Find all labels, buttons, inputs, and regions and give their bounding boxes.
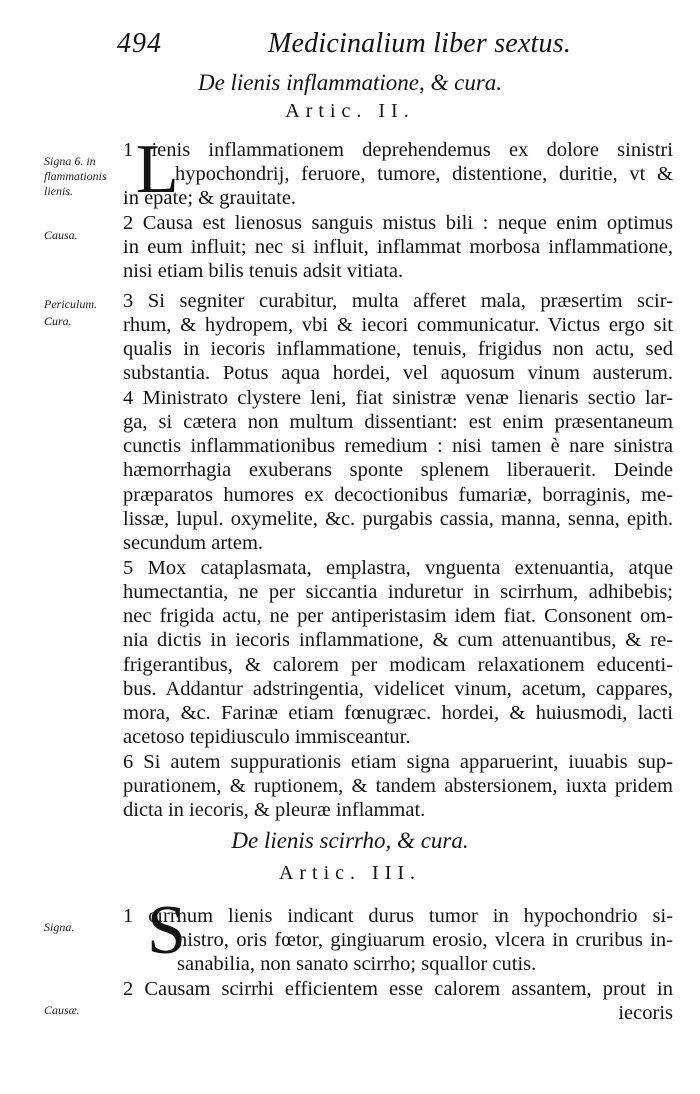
article-heading-iii: Artic. III. <box>278 862 422 884</box>
text-line: nistro, oris fœtor, gingiuarum erosio, vlcera in cruribus in- <box>177 929 673 951</box>
running-head: Medicinalium liber sextus. <box>268 28 572 59</box>
text-line: acetoso tepidiusculo immisceantur. <box>123 726 411 748</box>
text-line: 3 Si segniter curabitur, multa afferet mala, præsertim scir- <box>123 290 673 312</box>
text-line: mora, &c. Farinæ etiam fœnugræc. hordei, & huiusmodi, lacti <box>123 702 673 724</box>
text-line: nisi etiam bilis tenuis adsit vitiata. <box>123 260 404 282</box>
section-title-scirrhus: De lienis scirrho, & cura. <box>231 828 469 853</box>
page-number: 494 <box>117 28 162 59</box>
text-line: 2 Causam scirrhi efficientem esse calorem assantem, prout in <box>123 978 673 1000</box>
margin-note-signa-2: Signa. <box>44 920 75 934</box>
text-line: ga, si cætera non multum dissentiant: est enim præsentaneum <box>123 411 673 433</box>
text-line: hypochondrij, feruore, tumore, distentione, duritie, vt & <box>175 163 673 185</box>
margin-note-cura: Cura. <box>44 314 72 328</box>
text-line: 1 ienis inflammationem deprehendemus ex dolore sinistri <box>123 139 673 161</box>
text-line: nia dictis in iecoris inflammatione, & cum attenuantibus, & re- <box>123 629 673 651</box>
page-header <box>0 28 700 68</box>
text-line: cunctis inflammationibus remedium : nisi tamen è nare sinistra <box>123 435 673 457</box>
text-line: in epate; & grauitate. <box>123 187 297 209</box>
margin-note-signa: Signa 6. in flammationis lienis. <box>44 154 107 198</box>
text-line: lissæ, lupul. oxymelite, &c. purgabis cassia, manna, senna, epith. <box>123 508 673 530</box>
text-line: 5 Mox cataplasmata, emplastra, vnguenta extenuantia, atque <box>123 557 673 579</box>
text-line: substantia. Potus aqua hordei, vel aquosum vinum austerum. <box>123 362 673 384</box>
text-line: bus. Addantur adstringentia, videlicet vinum, acetum, cappares, <box>123 678 673 700</box>
text-line: nec frigida actu, ne per antiperistasim idem fiat. Consonent om- <box>123 605 673 627</box>
text-line: rhum, & hydropem, vbi & iecori communicatur. Victus ergo sit <box>123 314 673 336</box>
section-title-inflammation: De lienis inflammatione, & cura. <box>197 70 503 95</box>
text-line: præparatos humores ex decoctionibus fumariæ, borraginis, me- <box>123 484 673 506</box>
margin-note-causae: Causæ. <box>44 1003 80 1017</box>
catchword: iecoris <box>618 1002 673 1024</box>
text-line: purationem, & ruptionem, & tandem abstersionem, iuxta pridem <box>123 775 673 797</box>
text-line: dicta in iecoris, & pleuræ inflammat. <box>123 799 426 821</box>
text-line: in eum influit; nec si influit, inflammat morbosa inflammatione, <box>123 236 673 258</box>
text-line: frigerantibus, & calorem per modicam relaxationem educenti- <box>123 654 673 676</box>
text-line: 2 Causa est lienosus sanguis mistus bili : neque enim optimus <box>123 212 673 234</box>
margin-note-causa: Causa. <box>44 228 78 242</box>
text-line: qualis in iecoris inflammatione, tenuis, frigidus non actu, sed <box>123 338 673 360</box>
text-line: 1 cirrhum lienis indicant durus tumor in hypochondrio si- <box>123 905 673 927</box>
text-line: secundum artem. <box>123 532 264 554</box>
text-line: 4 Ministrato clystere leni, fiat sinistræ venæ lienaris sectio lar- <box>123 387 673 409</box>
text-line: humectantia, ne per siccantia induretur in scirrhum, adhibebis; <box>123 581 673 603</box>
drop-cap-s: S <box>147 892 186 969</box>
text-line: sanabilia, non sanato scirrho; squallor cutis. <box>177 953 537 975</box>
drop-cap-l: L <box>136 131 179 208</box>
article-heading-ii: Artic. II. <box>285 100 415 122</box>
text-line: hæmorrhagia exuberans sponte splenem liberauerit. Deinde <box>123 459 673 481</box>
text-line: 6 Si autem suppurationis etiam signa apparuerint, iuuabis sup- <box>123 751 673 773</box>
margin-note-periculum: Periculum. <box>44 297 97 311</box>
